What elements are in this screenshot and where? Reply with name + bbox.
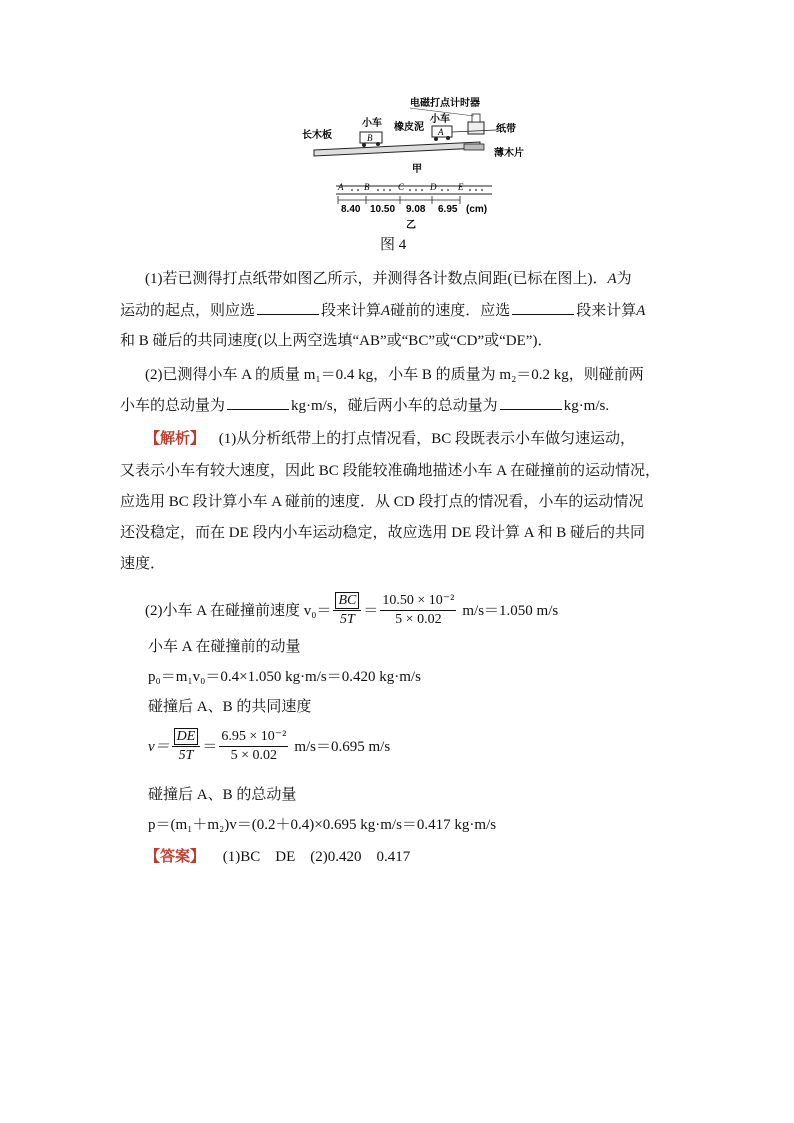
cart-a-letter: A — [438, 127, 444, 137]
common-velocity-label: 碰撞后 A、B 的共同速度 — [148, 699, 312, 715]
momentum-before-label: 小车 A 在碰撞前的动量 — [148, 639, 301, 655]
clay-label: 橡皮泥 — [394, 122, 424, 133]
tape-point-c: C — [398, 182, 405, 192]
tape-point-e: E — [458, 182, 464, 192]
q1-line2-var-a: A — [381, 303, 391, 319]
analysis-line5: 速度． — [120, 556, 166, 572]
analysis-line2: 又表示小车有较大速度，因此 BC 段能较准确地描述小车 A 在碰撞前的运动情况， — [120, 463, 661, 479]
tape-label: 纸带 — [496, 124, 516, 135]
p0-equation: p₀＝m₁v₀＝0.4×1.050 kg·m/s＝0.420 kg·m/s — [148, 669, 421, 685]
analysis-line3: 应选用 BC 段计算小车 A 碰前的速度．从 CD 段打点的情况看，小车的运动情况 — [120, 494, 644, 510]
v-fraction-2 — [219, 728, 288, 765]
total-momentum-after-label: 碰撞后 A、B 的总动量 — [148, 787, 297, 803]
q2-line2 — [120, 395, 609, 417]
analysis-line1 — [145, 428, 635, 450]
v-fraction-1 — [172, 728, 201, 765]
v0-fraction-1 — [333, 592, 361, 629]
q1-line1-text: (1)若已测得打点纸带如图乙所示，并测得各计数点间距(已标在图上)． — [145, 271, 608, 287]
q1-line2 — [120, 300, 645, 322]
apparatus-figure — [300, 92, 540, 174]
v0-frac2-num: 10.50 × 10⁻² — [380, 592, 456, 611]
answer-line — [145, 846, 410, 868]
q1-line2-text-b: 段来计算 — [321, 303, 382, 319]
tape-value-cd: 9.08 — [406, 204, 426, 215]
v0-result: m/s＝1.050 m/s — [462, 602, 559, 619]
v-frac1-den: 5T — [178, 748, 194, 763]
v-frac1-num: DE — [174, 728, 199, 745]
tape-point-a: A — [338, 182, 344, 192]
q2-blank-1[interactable] — [227, 395, 289, 410]
p-equation: p＝(m₁＋m₂)v＝(0.2＋0.4)×0.695 kg·m/s＝0.417 kg·m/s — [148, 817, 497, 833]
tape-point-b: B — [364, 182, 370, 192]
tape-value-ab: 8.40 — [341, 204, 361, 215]
v0-eq: ＝ — [363, 602, 379, 619]
figure-number: 图 4 — [380, 237, 407, 253]
v0-equation — [145, 592, 558, 629]
caption-yi: 乙 — [406, 220, 416, 231]
q1-line1 — [145, 268, 632, 290]
cart-a-label: 小车 — [430, 114, 450, 125]
q1-line2-var-f: A — [636, 303, 646, 319]
cart-b-label: 小车 — [362, 118, 382, 129]
q1-line1-end: 为 — [616, 271, 632, 287]
v0-frac2-den: 5 × 0.02 — [395, 612, 442, 627]
q1-line1-var: A — [607, 271, 617, 287]
analysis-tag: 【解析】 — [145, 431, 206, 447]
v0-fraction-2 — [380, 592, 456, 629]
v-result: m/s＝0.695 m/s — [294, 738, 391, 755]
v-eq: ＝ — [202, 738, 218, 755]
v-frac2-den: 5 × 0.02 — [230, 748, 278, 763]
v0-prefix: (2)小车 A 在碰撞前速度 v₀＝ — [145, 602, 332, 619]
q2-line2-text-a: 小车的总动量为 — [120, 398, 226, 414]
answer-text: (1)BC DE (2)0.420 0.417 — [222, 849, 411, 865]
v-equation — [148, 728, 390, 765]
q1-blank-2[interactable] — [512, 300, 574, 315]
timer-label: 电磁打点计时器 — [410, 98, 480, 109]
board-label: 长木板 — [302, 130, 332, 141]
tape-value-de: 6.95 — [438, 204, 458, 215]
wood-label: 薄木片 — [494, 148, 524, 159]
tape-point-labels — [337, 182, 464, 192]
v0-frac1-den: 5T — [340, 612, 355, 627]
tape-figure — [334, 176, 494, 232]
analysis-line4: 还没稳定，而在 DE 段内小车运动稳定，故应选用 DE 段计算 A 和 B 碰后的共同 — [120, 525, 646, 541]
tape-value-bc: 10.50 — [370, 204, 396, 215]
cart-b-letter: B — [367, 133, 373, 143]
q1-line3: 和 B 碰后的共同速度(以上两空选填“AB”或“BC”或“CD”或“DE”)． — [120, 333, 553, 349]
v-frac2-num: 6.95 × 10⁻² — [219, 728, 288, 747]
q2-line1: (2)已测得小车 A 的质量 m₁＝0.4 kg，小车 B 的质量为 m₂＝0.2 kg，则碰前两 — [145, 367, 644, 383]
v0-frac1-num: BC — [335, 592, 359, 609]
q1-line2-text-d: 碰前的速度．应选 — [390, 303, 511, 319]
v-prefix: v＝ — [148, 738, 170, 755]
q2-line2-text-b: kg·m/s，碰后两小车的总动量为 — [291, 398, 498, 414]
q1-line2-text-e: 段来计算 — [576, 303, 637, 319]
answer-tag: 【答案】 — [145, 849, 206, 865]
q1-blank-1[interactable] — [257, 300, 319, 315]
analysis-line1-text: (1)从分析纸带上的打点情况看，BC 段既表示小车做匀速运动， — [218, 431, 636, 447]
q2-line2-text-c: kg·m/s. — [563, 398, 610, 414]
q1-line2-text-a: 运动的起点，则应选 — [120, 303, 256, 319]
tape-unit: (cm) — [466, 204, 488, 215]
caption-jia: 甲 — [412, 164, 422, 174]
tape-point-d: D — [430, 182, 437, 192]
q2-blank-2[interactable] — [500, 395, 562, 410]
